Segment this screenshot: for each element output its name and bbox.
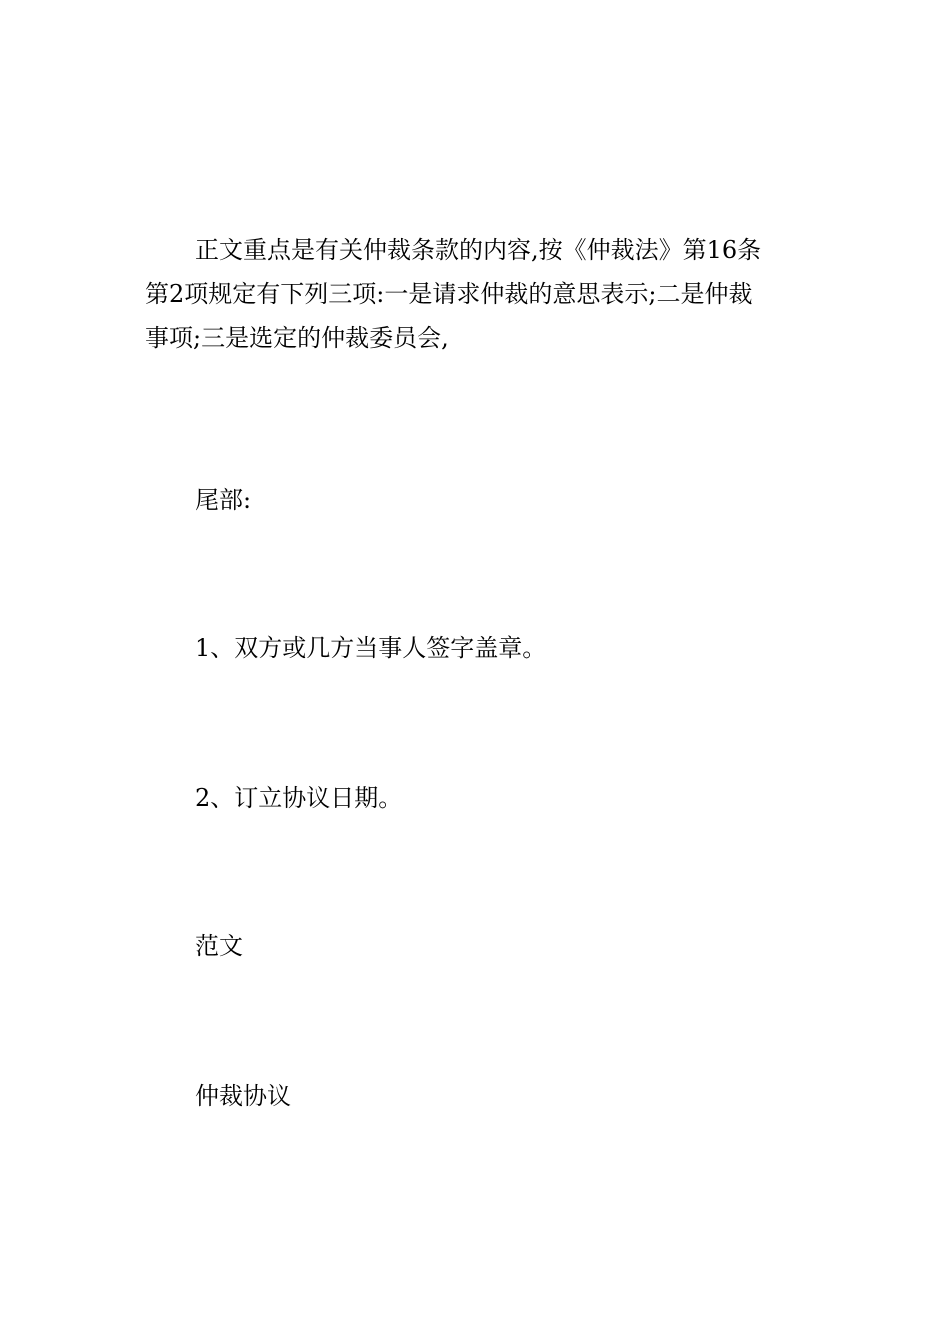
- footer-item-2: 2、订立协议日期。: [195, 784, 403, 812]
- body-line-3: 事项;三是选定的仲裁委员会,: [145, 324, 449, 352]
- body-line-2: 第2项规定有下列三项:一是请求仲裁的意思表示;二是仲裁: [145, 280, 753, 308]
- sample-heading: 范文: [195, 932, 243, 960]
- body-line-1: 正文重点是有关仲裁条款的内容,按《仲裁法》第16条: [195, 236, 762, 264]
- agreement-title: 仲裁协议: [195, 1082, 291, 1110]
- footer-item-1: 1、双方或几方当事人签字盖章。: [195, 634, 547, 662]
- footer-heading: 尾部:: [195, 486, 252, 514]
- body-paragraph: [145, 228, 810, 360]
